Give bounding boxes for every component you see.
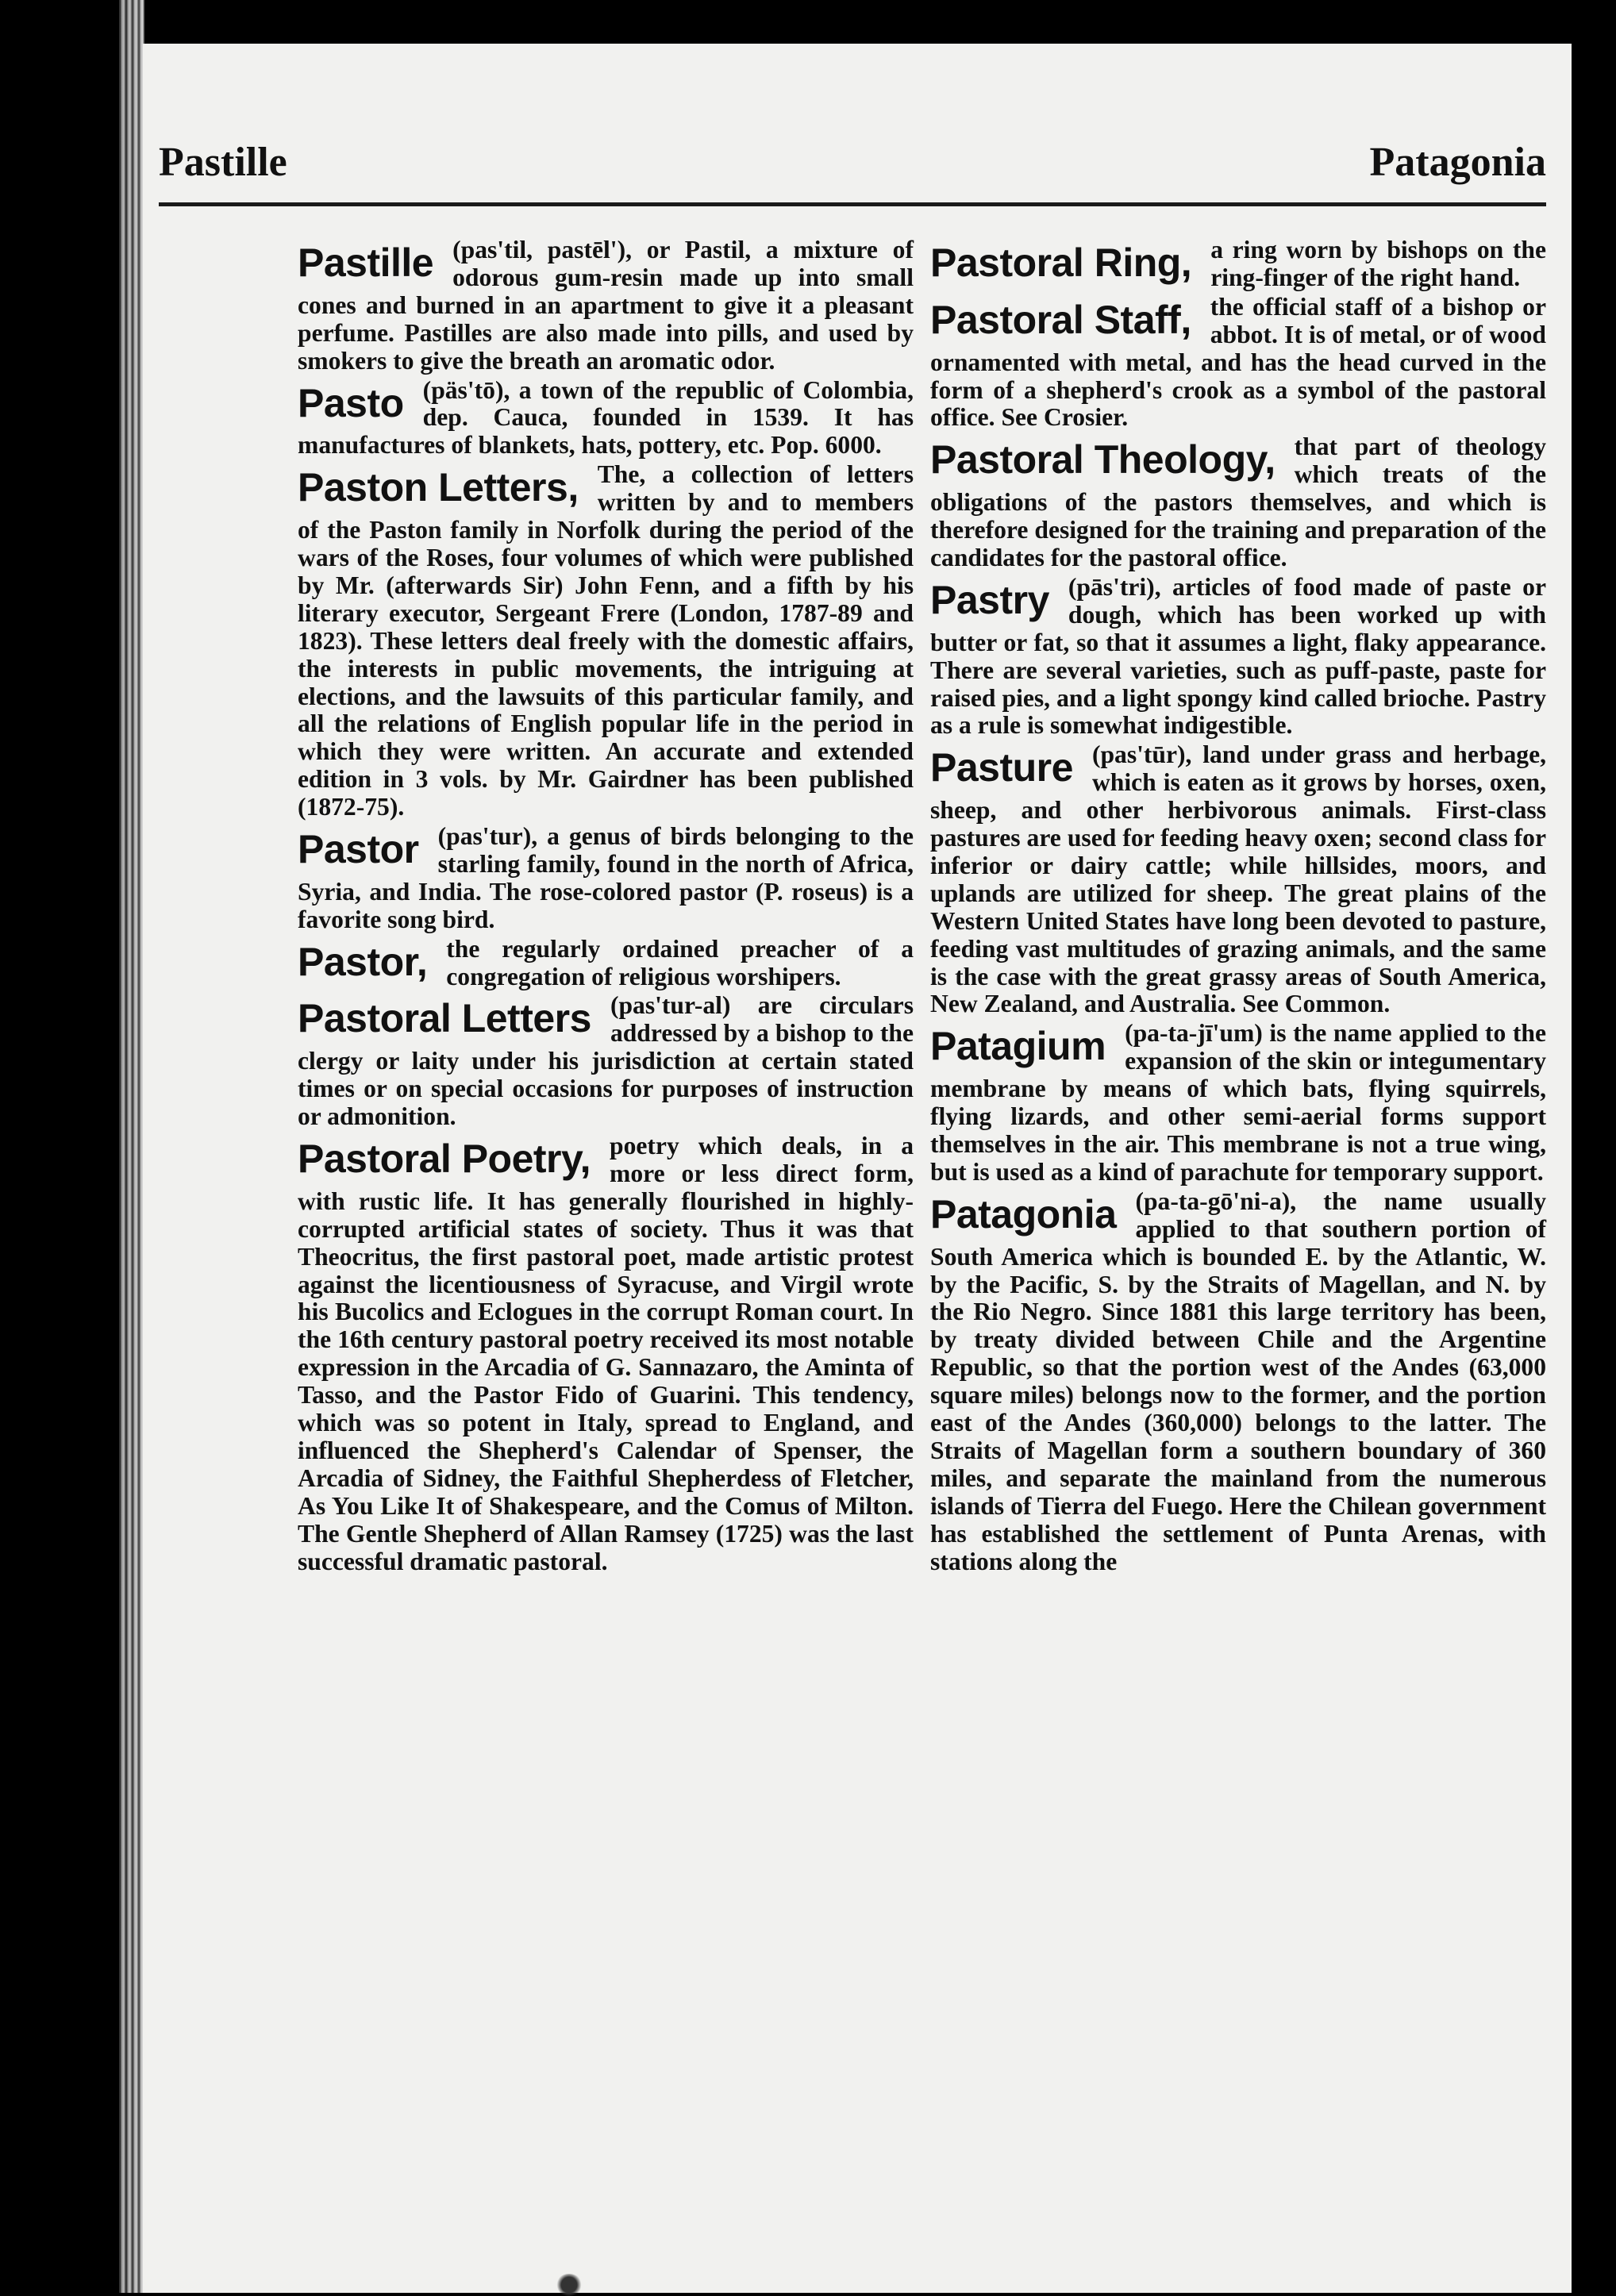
entry-headword: Patagium [930, 1024, 1106, 1069]
entry-headword: Pasture [930, 745, 1073, 790]
entry-text: (päs'tō), a town of the republic of Colombia, dep. Cauca, founded in 1539. It has manufactures of blankets, hats, pottery, etc. Pop. 6000. [298, 375, 914, 460]
entry-pastoral-theology [930, 433, 1546, 572]
entry-headword: Pastoral Ring, [930, 240, 1192, 285]
entry-headword: Pastry [930, 577, 1049, 622]
entry-text: the official staff of a bishop or abbot. It is of metal, or of wood ornamented with metal, and has the head curved in the form of a shepherd's crook as a symbol of the pastoral office. See Crosier. [930, 292, 1546, 432]
entry-headword: Pastor [298, 827, 419, 872]
entry-text: a ring worn by bishops on the ring-finger of the right hand. [1210, 236, 1546, 291]
entry-pasto [298, 377, 914, 460]
entry-text: The, a collection of letters written by and to members of the Paston family in Norfolk during the period of the wars of the Roses, four volumes of which were published by Mr. (afterwards Sir) John Fenn, and a fifth by his literary executor, Sergeant Frere (London, 1787-89 and 1823). These letters deal freely with the domestic affairs, the interests in public movements, the intriguing at elections, and the lawsuits of this particular family, and all the relations of English popular life in the period in which they were written. An accurate and extended edition in 3 vols. by Mr. Gairdner has been published (1872-75). [298, 460, 914, 821]
entry-pastoral-ring [930, 237, 1546, 292]
entry-headword: Pastille [298, 240, 434, 285]
left-column [298, 237, 914, 1578]
entry-headword: Paston Letters, [298, 465, 579, 510]
entry-headword: Pastoral Theology, [930, 437, 1275, 483]
running-head [159, 139, 1546, 206]
entry-headword: Pastor, [298, 939, 428, 984]
binding-edge [119, 0, 144, 2293]
entry-text: (pa-ta-gō'ni-a), the name usually applied to that southern portion of South America which is bounded E. by the Atlantic, W. by the Pacific, S. by the Straits of Magellan, and N. by the Rio Negro. Since 1881 this large territory has been, by treaty divided between Chile and the Argentine Republic, so that the portion west of the Andes (63,000 square miles) belongs now to the former, and the portion east of the Andes (360,000) belongs to the latter. The Straits of Magellan form a southern boundary of 360 miles, and separate the mainland from the numerous islands of Tierra del Fuego. Here the Chilean government has established the settlement of Punta Arenas, with stations along the [930, 1186, 1546, 1575]
entry-headword: Pastoral Poetry, [298, 1136, 591, 1181]
entry-text: (pas'til, pastēl'), or Pastil, a mixture of odorous gum-resin made up into small cones and burned in an apartment to give it a pleasant perfume. Pastilles are also made into pills, and used by smokers to give the breath an aromatic odor. [298, 236, 914, 375]
entry-pasture [930, 741, 1546, 1018]
entry-patagonia [930, 1188, 1546, 1576]
entry-text: the regularly ordained preacher of a congregation of religious worshipers. [446, 934, 914, 990]
entry-pastoral-staff [930, 294, 1546, 433]
entry-pastry [930, 574, 1546, 740]
entry-text: poetry which deals, in a more or less direct form, with rustic life. It has generally flourished in highly-corrupted artificial states of society. Thus it was that Theocritus, the first pastoral poet, made artistic protest against the licentiousness of Syracuse, and Virgil wrote his Bucolics and Eclogues in the corrupt Roman court. In the 16th century pastoral poetry received its most notable expression in the Arcadia of G. Sannazaro, the Aminta of Tasso, and the Pastor Fido of Guarini. This tendency, which was so potent in Italy, spread to England, and influenced the Shepherd's Calendar of Spenser, the Arcadia of Sidney, the Faithful Shepherdess of Fletcher, As You Like It of Shakespeare, and the Comus of Milton. The Gentle Shepherd of Allan Ramsey (1725) was the last successful dramatic pastoral. [298, 1132, 914, 1575]
entry-text: (pās'tri), articles of food made of paste or dough, which has been worked up with butter or fat, so that it assumes a light, flaky appearance. There are several varieties, such as puff-paste, paste for raised pies, and a light spongy kind called brioche. Pastry as a rule is somewhat indigestible. [930, 572, 1546, 740]
entry-text: (pa-ta-jī'um) is the name applied to the expansion of the skin or integumentary membrane by means of which bats, flying squirrels, flying lizards, and other semi-aerial forms support themselves in the air. This membrane is not a true wing, but is used as a kind of parachute for temporary support. [930, 1019, 1546, 1186]
running-head-left: Pastille [159, 140, 287, 185]
entry-headword: Pasto [298, 380, 404, 425]
entry-headword: Pastoral Staff, [930, 297, 1191, 342]
entry-text: that part of theology which treats of the obligations of the pastors themselves, and which is therefore designed for the training and preparation of the candidates for the pastoral office. [930, 433, 1546, 571]
entry-headword: Pastoral Letters [298, 996, 591, 1041]
entry-text: (pas'tur), a genus of birds belonging to the starling family, found in the north of Africa, Syria, and India. The rose-colored pastor (P. roseus) is a favorite song bird. [298, 822, 914, 933]
entry-pastoral-poetry [298, 1133, 914, 1576]
entry-text: (pas'tur-al) are circulars addressed by a bishop to the clergy or laity under his jurisdiction at certain stated times or on special occasions for purposes of instruction or admonition. [298, 991, 914, 1131]
entry-pastille [298, 237, 914, 375]
entry-pastoral-letters [298, 992, 914, 1131]
entry-text: (pas'tūr), land under grass and herbage, which is eaten as it grows by horses, oxen, sheep, and other herbivorous animals. First-class pastures are used for feeding heavy oxen; second class for inferior or dairy cattle; while hillsides, moors, and uplands are utilized for sheep. The great plains of the Western United States have long been devoted to pasture, feeding vast multitudes of grazing animals, and the same is the case with the great grassy areas of South America, New Zealand, and Australia. See Common. [930, 740, 1546, 1018]
entry-pastor-preacher [298, 936, 914, 991]
entry-paston-letters [298, 461, 914, 821]
entry-headword: Patagonia [930, 1191, 1117, 1236]
entry-patagium [930, 1020, 1546, 1186]
running-head-right: Patagonia [1369, 140, 1546, 185]
entry-pastor-bird [298, 823, 914, 934]
right-column [930, 237, 1546, 1578]
